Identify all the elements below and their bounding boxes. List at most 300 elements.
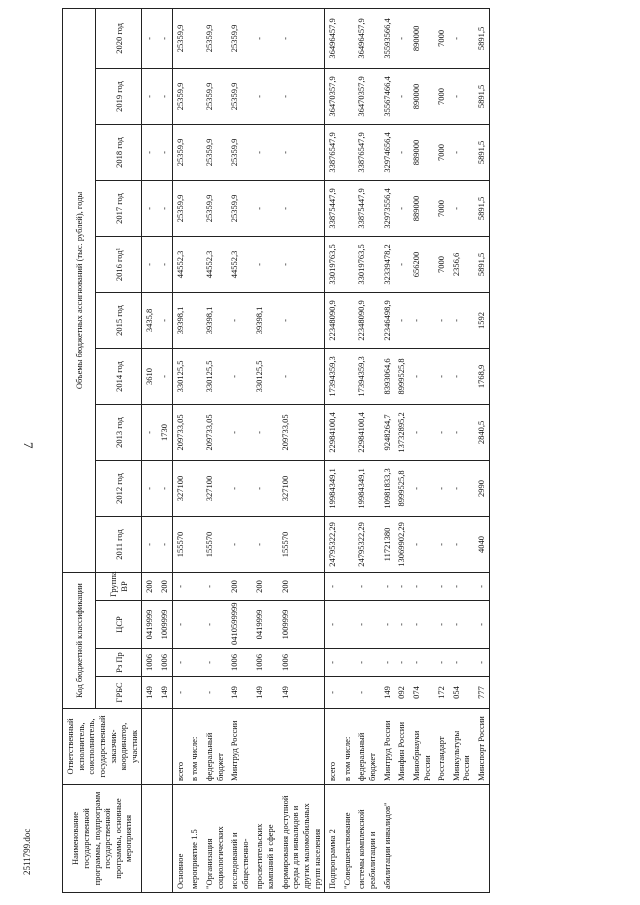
cell-value: - <box>252 236 277 292</box>
cell-value: 25359,9 <box>172 8 187 68</box>
header-rzpr: Рз Пр <box>96 649 142 677</box>
cell-value: - <box>142 180 157 236</box>
cell-value: 36470357,9 <box>354 68 379 124</box>
cell-value: - <box>142 236 157 292</box>
cell-value: 22348090,9 <box>325 292 340 348</box>
cell-value <box>340 124 355 180</box>
cell-value: 890000 <box>409 8 434 68</box>
cell-value: - <box>449 124 474 180</box>
cell-value: 2356,6 <box>449 236 474 292</box>
cell-value: - <box>278 180 325 236</box>
cell-rzpr: 1006 <box>227 649 252 677</box>
cell-value: - <box>142 68 157 124</box>
cell-value: - <box>142 516 157 572</box>
cell-value: 39398,1 <box>202 292 227 348</box>
cell-value: 22348090,9 <box>354 292 379 348</box>
cell-value: 36496457,9 <box>325 8 340 68</box>
cell-resp: всего <box>325 709 340 785</box>
cell-grbs: 149 <box>252 677 277 709</box>
header-responsible: Ответственный исполнитель, соисполнитель, государственный заказчик-координатор, участник <box>63 709 142 785</box>
cell-value: - <box>157 292 172 348</box>
header-year: 2017 год <box>96 180 142 236</box>
header-year: 2015 год <box>96 292 142 348</box>
cell-value <box>340 404 355 460</box>
cell-value: - <box>252 516 277 572</box>
cell-rzpr <box>187 649 202 677</box>
cell-rzpr: - <box>380 649 395 677</box>
rotated-table-container <box>62 13 622 893</box>
cell-value: 327100 <box>202 460 227 516</box>
cell-value: - <box>394 8 409 68</box>
cell-value: - <box>434 292 449 348</box>
cell-csr: - <box>474 601 489 649</box>
cell-vr: - <box>202 572 227 600</box>
cell-resp: Минфин России <box>394 709 409 785</box>
cell-resp <box>142 709 157 785</box>
cell-csr: - <box>354 601 379 649</box>
cell-value: 2840,5 <box>474 404 489 460</box>
cell-value: 11721380 <box>380 516 395 572</box>
cell-value <box>340 180 355 236</box>
cell-value: 209733,05 <box>202 404 227 460</box>
cell-resp: Росстандарт <box>434 709 449 785</box>
cell-value: 35593566,4 <box>380 8 395 68</box>
cell-value: - <box>394 236 409 292</box>
cell-value: - <box>394 292 409 348</box>
cell-value <box>340 8 355 68</box>
cell-value: 32339478,2 <box>380 236 395 292</box>
cell-value: 889000 <box>409 180 434 236</box>
cell-vr: 200 <box>252 572 277 600</box>
cell-value: 25359,9 <box>202 68 227 124</box>
header-year: 2018 год <box>96 124 142 180</box>
header-vr: Группа ВР <box>96 572 142 600</box>
cell-value: - <box>252 124 277 180</box>
cell-resp: в том числе: <box>340 709 355 785</box>
table-row <box>187 8 202 892</box>
cell-grbs: 149 <box>278 677 325 709</box>
cell-csr <box>340 601 355 649</box>
cell-value: - <box>449 404 474 460</box>
header-year: 2014 год <box>96 348 142 404</box>
cell-resp: в том числе: <box>187 709 202 785</box>
cell-value: 13732895,2 <box>394 404 409 460</box>
cell-grbs: 092 <box>394 677 409 709</box>
table-row <box>325 8 340 892</box>
cell-value: 33019763,5 <box>325 236 340 292</box>
cell-value <box>187 180 202 236</box>
cell-value <box>340 68 355 124</box>
cell-resp: федеральный бюджет <box>202 709 227 785</box>
cell-value: 889000 <box>409 124 434 180</box>
cell-value: 656200 <box>409 236 434 292</box>
cell-value: 33876547,9 <box>354 124 379 180</box>
cell-rzpr: - <box>202 649 227 677</box>
cell-resp <box>278 709 325 785</box>
cell-value <box>187 460 202 516</box>
cell-value <box>340 236 355 292</box>
cell-grbs <box>187 677 202 709</box>
cell-rzpr: - <box>474 649 489 677</box>
cell-rzpr: 1006 <box>142 649 157 677</box>
cell-name <box>449 785 474 893</box>
cell-value: 22984100,4 <box>325 404 340 460</box>
cell-value: 330125,5 <box>172 348 187 404</box>
cell-value: 330125,5 <box>252 348 277 404</box>
cell-value: - <box>449 8 474 68</box>
header-year: 2013 год <box>96 404 142 460</box>
cell-grbs: 149 <box>380 677 395 709</box>
cell-value: - <box>449 460 474 516</box>
cell-value: 24795322,29 <box>325 516 340 572</box>
cell-value: - <box>434 516 449 572</box>
cell-csr: - <box>409 601 434 649</box>
cell-value: 25359,9 <box>227 180 252 236</box>
cell-value: - <box>409 348 434 404</box>
cell-csr: 1009999 <box>157 601 172 649</box>
cell-value: 155570 <box>278 516 325 572</box>
cell-value: 4040 <box>474 516 489 572</box>
header-volume-group: Объемы бюджетных ассигнований (тыс. рублей), годы <box>63 8 96 572</box>
cell-value: 209733,05 <box>278 404 325 460</box>
cell-rzpr: 1006 <box>157 649 172 677</box>
cell-value: - <box>157 516 172 572</box>
cell-value: 8999525,8 <box>394 348 409 404</box>
cell-vr: - <box>354 572 379 600</box>
cell-value: 25359,9 <box>202 124 227 180</box>
cell-csr: 1009999 <box>278 601 325 649</box>
cell-value: - <box>434 460 449 516</box>
table-row <box>409 8 434 892</box>
cell-vr: - <box>394 572 409 600</box>
cell-value: 36470357,9 <box>325 68 340 124</box>
cell-grbs: 054 <box>449 677 474 709</box>
cell-name: Основное <box>172 785 187 893</box>
cell-name: формирования доступной среды для инвалидов и других маломобильных групп населения <box>278 785 325 893</box>
cell-value: 7000 <box>434 180 449 236</box>
cell-grbs: 149 <box>142 677 157 709</box>
cell-value: - <box>157 68 172 124</box>
cell-value: - <box>409 292 434 348</box>
cell-value: 7000 <box>434 124 449 180</box>
cell-resp <box>252 709 277 785</box>
cell-grbs: 777 <box>474 677 489 709</box>
cell-vr: - <box>434 572 449 600</box>
cell-value: - <box>252 180 277 236</box>
cell-value: 327100 <box>172 460 187 516</box>
cell-value <box>340 460 355 516</box>
cell-value: 5891,5 <box>474 236 489 292</box>
cell-value: - <box>157 236 172 292</box>
cell-value: 1730 <box>157 404 172 460</box>
cell-rzpr: - <box>449 649 474 677</box>
cell-vr: 200 <box>157 572 172 600</box>
cell-name <box>394 785 409 893</box>
cell-rzpr: 1006 <box>252 649 277 677</box>
cell-value: 155570 <box>202 516 227 572</box>
cell-value: 19984349,1 <box>325 460 340 516</box>
cell-name: системы комплексной реабилитации и <box>354 785 379 893</box>
cell-vr: 200 <box>278 572 325 600</box>
cell-value: 7000 <box>434 236 449 292</box>
cell-name: просветительских кампаний в сфере <box>252 785 277 893</box>
cell-name <box>409 785 434 893</box>
cell-vr: - <box>172 572 187 600</box>
cell-value: 25359,9 <box>202 8 227 68</box>
cell-value <box>187 68 202 124</box>
cell-value: 3435,8 <box>142 292 157 348</box>
cell-rzpr: 1006 <box>278 649 325 677</box>
cell-value: 36496457,9 <box>354 8 379 68</box>
cell-value <box>187 236 202 292</box>
cell-rzpr: - <box>394 649 409 677</box>
cell-rzpr: - <box>325 649 340 677</box>
cell-value: 5891,5 <box>474 180 489 236</box>
cell-value: 33876547,9 <box>325 124 340 180</box>
cell-value: - <box>278 124 325 180</box>
cell-value: 327100 <box>278 460 325 516</box>
cell-value: 24795322,29 <box>354 516 379 572</box>
cell-value <box>340 292 355 348</box>
cell-csr: - <box>325 601 340 649</box>
cell-value <box>340 348 355 404</box>
cell-value: 1592 <box>474 292 489 348</box>
cell-value: - <box>449 180 474 236</box>
cell-vr: - <box>474 572 489 600</box>
cell-value: - <box>252 460 277 516</box>
cell-resp: Минтруд России <box>380 709 395 785</box>
cell-csr: - <box>449 601 474 649</box>
table-row <box>449 8 474 892</box>
cell-value: 32974656,4 <box>380 124 395 180</box>
cell-value: - <box>449 516 474 572</box>
header-year: 2020 год <box>96 8 142 68</box>
cell-name <box>434 785 449 893</box>
cell-value: - <box>227 404 252 460</box>
cell-value: 3610 <box>142 348 157 404</box>
table-row <box>380 8 395 892</box>
cell-value: 32973556,4 <box>380 180 395 236</box>
table-row <box>474 8 489 892</box>
table-row <box>340 8 355 892</box>
table-row <box>172 8 187 892</box>
cell-value: 1768,9 <box>474 348 489 404</box>
cell-value: 9248264,7 <box>380 404 395 460</box>
cell-csr <box>187 601 202 649</box>
cell-value: 155570 <box>172 516 187 572</box>
cell-value: 44552,3 <box>202 236 227 292</box>
cell-vr: - <box>325 572 340 600</box>
cell-value: - <box>449 68 474 124</box>
cell-value: 25359,9 <box>172 180 187 236</box>
cell-value: - <box>157 348 172 404</box>
cell-value: - <box>409 404 434 460</box>
cell-csr: - <box>434 601 449 649</box>
cell-value: - <box>252 68 277 124</box>
cell-value: 25359,9 <box>227 68 252 124</box>
table-row <box>157 8 172 892</box>
cell-resp: Минтруд России <box>227 709 252 785</box>
cell-vr <box>187 572 202 600</box>
cell-grbs: - <box>202 677 227 709</box>
cell-csr: - <box>394 601 409 649</box>
cell-grbs: - <box>325 677 340 709</box>
page-number: 7 <box>21 442 36 449</box>
cell-value: 25359,9 <box>172 68 187 124</box>
cell-value: 33875447,9 <box>354 180 379 236</box>
cell-value: 7000 <box>434 8 449 68</box>
cell-value: - <box>434 348 449 404</box>
cell-value: 2990 <box>474 460 489 516</box>
cell-value: 8999525,8 <box>394 460 409 516</box>
cell-value: 35567466,4 <box>380 68 395 124</box>
cell-vr: - <box>380 572 395 600</box>
header-name: Наименование государственной программы, подпрограмм государственной программы, основные мероприятия <box>63 785 142 893</box>
table-row <box>202 8 227 892</box>
cell-value: - <box>278 348 325 404</box>
cell-name: абилитации инвалидов" <box>380 785 395 893</box>
cell-value: - <box>409 516 434 572</box>
header-year: 2016 год¹ <box>96 236 142 292</box>
cell-grbs <box>340 677 355 709</box>
cell-value: 330125,5 <box>202 348 227 404</box>
cell-csr: - <box>202 601 227 649</box>
cell-value: 39398,1 <box>252 292 277 348</box>
cell-value: 25359,9 <box>172 124 187 180</box>
cell-name <box>142 785 157 893</box>
cell-resp: всего <box>172 709 187 785</box>
file-name-footer: 2511799.doc <box>22 828 32 875</box>
table-row <box>394 8 409 892</box>
cell-value: 22346498,9 <box>380 292 395 348</box>
cell-grbs: - <box>172 677 187 709</box>
cell-value: 7000 <box>434 68 449 124</box>
cell-value: - <box>157 460 172 516</box>
cell-value: - <box>252 404 277 460</box>
cell-resp: Минкультуры России <box>449 709 474 785</box>
cell-name: "Совершенствование <box>340 785 355 893</box>
cell-value <box>187 516 202 572</box>
cell-value: 19984349,1 <box>354 460 379 516</box>
table-row <box>252 8 277 892</box>
cell-resp: Минобрнауки России <box>409 709 434 785</box>
cell-value: 890000 <box>409 68 434 124</box>
cell-value: 5891,5 <box>474 68 489 124</box>
cell-value: - <box>157 124 172 180</box>
cell-value: - <box>278 236 325 292</box>
cell-value: 44552,3 <box>172 236 187 292</box>
cell-rzpr: - <box>409 649 434 677</box>
cell-value: 10981833,3 <box>380 460 395 516</box>
cell-vr: 200 <box>227 572 252 600</box>
cell-value: 8393064,6 <box>380 348 395 404</box>
cell-value <box>340 516 355 572</box>
header-year: 2011 год <box>96 516 142 572</box>
cell-grbs: 074 <box>409 677 434 709</box>
cell-csr: 0419999 <box>252 601 277 649</box>
cell-resp: Минспорт России <box>474 709 489 785</box>
table-row <box>142 8 157 892</box>
cell-value: 44552,3 <box>227 236 252 292</box>
cell-value: - <box>434 404 449 460</box>
cell-value: - <box>394 124 409 180</box>
cell-value: 22984100,4 <box>354 404 379 460</box>
cell-value: 39398,1 <box>172 292 187 348</box>
cell-rzpr <box>340 649 355 677</box>
cell-value: - <box>252 8 277 68</box>
cell-rzpr: - <box>354 649 379 677</box>
cell-value <box>187 348 202 404</box>
cell-value: - <box>142 124 157 180</box>
cell-name <box>474 785 489 893</box>
cell-value: 209733,05 <box>172 404 187 460</box>
header-code-group: Код бюджетной классификации <box>63 572 96 708</box>
cell-name: "Организация социологических <box>202 785 227 893</box>
cell-value: 5891,5 <box>474 124 489 180</box>
cell-value: 25359,9 <box>202 180 227 236</box>
cell-value: - <box>394 180 409 236</box>
cell-rzpr: - <box>172 649 187 677</box>
cell-grbs: - <box>354 677 379 709</box>
cell-value: 13069902,29 <box>394 516 409 572</box>
cell-value: - <box>142 460 157 516</box>
cell-value: - <box>278 68 325 124</box>
table-row <box>278 8 325 892</box>
cell-value: - <box>409 460 434 516</box>
cell-value: - <box>157 180 172 236</box>
cell-csr: 0410599999 <box>227 601 252 649</box>
cell-value: 25359,9 <box>227 124 252 180</box>
header-grbs: ГРБС <box>96 677 142 709</box>
cell-value: - <box>227 348 252 404</box>
cell-grbs: 149 <box>227 677 252 709</box>
cell-value: 25359,9 <box>227 8 252 68</box>
cell-value: 5891,5 <box>474 8 489 68</box>
cell-value: - <box>227 460 252 516</box>
cell-value: - <box>449 292 474 348</box>
cell-vr: - <box>409 572 434 600</box>
cell-vr: 200 <box>142 572 157 600</box>
cell-value: - <box>142 8 157 68</box>
cell-value: - <box>278 292 325 348</box>
cell-value: 17394359,3 <box>354 348 379 404</box>
cell-value <box>187 404 202 460</box>
cell-resp <box>157 709 172 785</box>
cell-csr: - <box>172 601 187 649</box>
cell-value: - <box>278 8 325 68</box>
cell-value <box>187 292 202 348</box>
cell-name <box>157 785 172 893</box>
cell-value: - <box>449 348 474 404</box>
table-body <box>142 8 489 892</box>
cell-vr: - <box>449 572 474 600</box>
cell-resp: федеральный бюджет <box>354 709 379 785</box>
cell-value: 33019763,5 <box>354 236 379 292</box>
cell-grbs: 149 <box>157 677 172 709</box>
cell-csr: - <box>380 601 395 649</box>
header-year: 2019 год <box>96 68 142 124</box>
cell-value: - <box>157 8 172 68</box>
cell-csr: 0419999 <box>142 601 157 649</box>
cell-value: - <box>227 516 252 572</box>
cell-value: - <box>394 68 409 124</box>
cell-name: Подпрограмма 2 <box>325 785 340 893</box>
budget-table <box>62 8 490 893</box>
table-row <box>227 8 252 892</box>
cell-value <box>187 8 202 68</box>
cell-value: - <box>227 292 252 348</box>
cell-vr <box>340 572 355 600</box>
